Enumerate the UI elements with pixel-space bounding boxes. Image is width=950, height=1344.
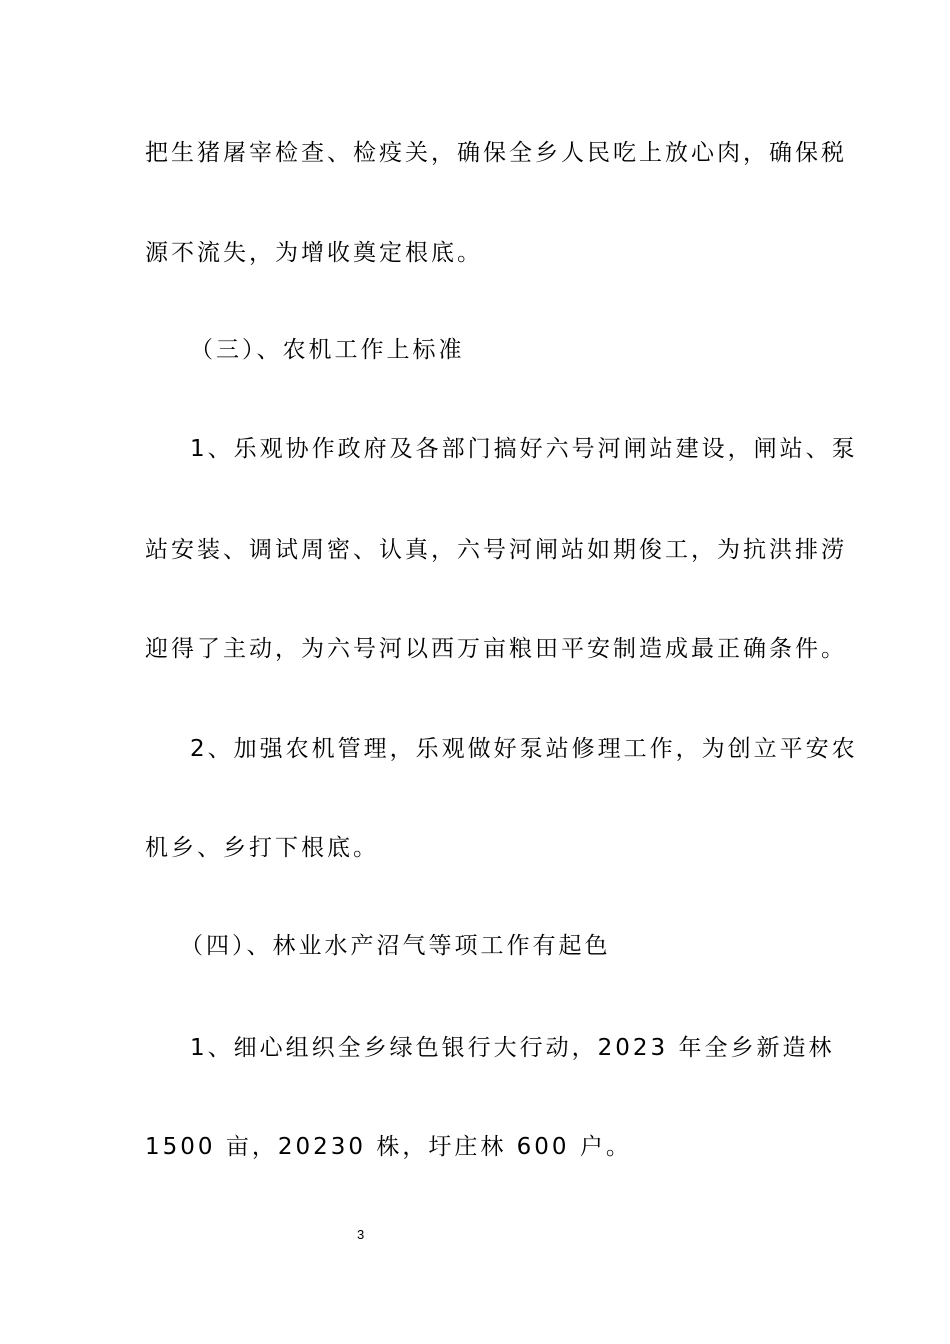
page-number: 3	[357, 1227, 365, 1242]
section-heading: （四）、林业水产沼气等项工作有起色	[180, 933, 611, 959]
body-text-line: 2、加强农机管理，乐观做好泵站修理工作，为创立平安农	[190, 736, 858, 762]
section-heading: （三）、农机工作上标准	[190, 337, 465, 363]
body-text-line: 源不流失，为增收奠定根底。	[145, 240, 483, 266]
body-text-line: 1500 亩，20230 株，圩庄林 600 户。	[145, 1134, 632, 1160]
body-text-line: 机乡、乡打下根底。	[145, 835, 379, 861]
body-text-line: 1、乐观协作政府及各部门搞好六号河闸站建设，闸站、泵	[190, 436, 858, 462]
body-text-line: 迎得了主动，为六号河以西万亩粮田平安制造成最正确条件。	[145, 636, 847, 662]
body-text-line: 1、细心组织全乡绿色银行大行动，2023 年全乡新造林	[190, 1035, 835, 1061]
body-text-line: 站安装、调试周密、认真，六号河闸站如期俊工，为抗洪排涝	[145, 537, 847, 563]
body-text-line: 把生猪屠宰检查、检疫关，确保全乡人民吃上放心肉，确保税	[145, 140, 847, 166]
